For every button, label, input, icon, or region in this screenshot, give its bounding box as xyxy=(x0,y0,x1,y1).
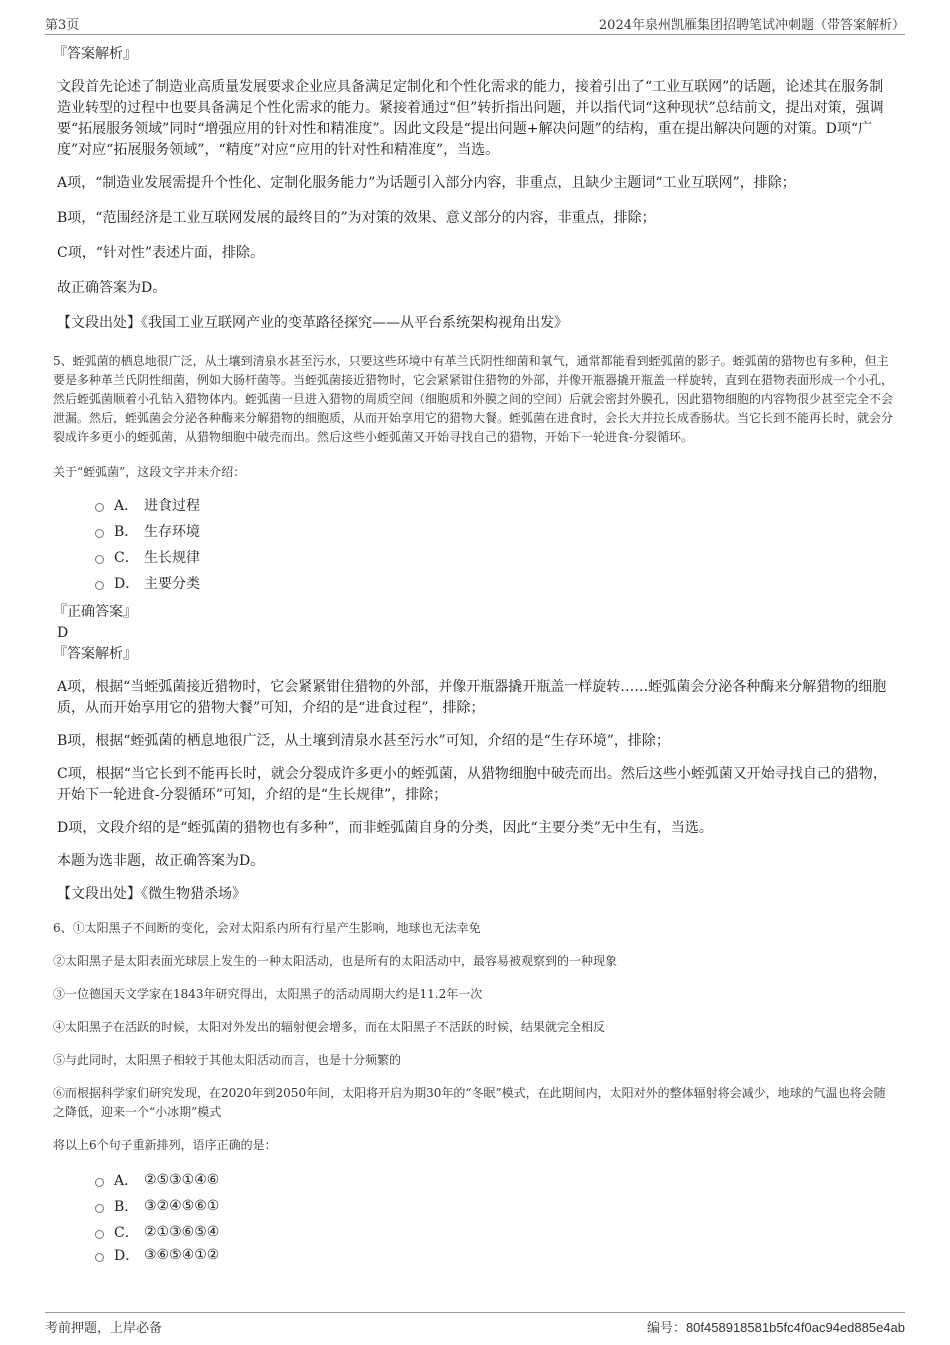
q5-analysis-b: B项，根据“蛭弧菌的栖息地很广泛，从土壤到清泉水甚至污水”可知，介绍的是“生存环境”，排除； xyxy=(57,733,670,749)
q4-source: 【文段出处】《我国工业互联网产业的变革路径探究——从平台系统架构视角出发》 xyxy=(57,315,568,331)
q5-stem: 5、蛭弧菌的栖息地很广泛，从土壤到清泉水甚至污水，只要这些环境中有革兰氏阴性细菌和氧气，通常都能看到蛭弧菌的影子。蛭弧菌的猎物也有多种，但主要是多种革兰氏阴性细菌，例如大肠杆菌等。当蛭弧菌接近猎物时，它会紧紧钳住猎物的外部，并像开瓶器撬开瓶盖一样旋转，直到在猎物表面形成一个小孔，然后蛭弧菌顺着小孔钻入猎物体内。蛭弧菌一旦进入猎物的周质空间（细胞质和外膜之间的空间）后就会密封外膜孔，因此猎物细胞的内容物很少甚至完全不会泄漏。然后，蛭弧菌会分泌各种酶来分解猎物的细胞质，从而开始享用它的猎物大餐。蛭弧菌在进食时，会长大并拉长成香肠状。当它长到不能再长时，就会分裂成许多更小的蛭弧菌，从猎物细胞中破壳而出。然后这些小蛭弧菌又开始寻找自己的猎物，开始下一轮进食-分裂循环。 xyxy=(53,354,894,444)
q5-answer-heading: 『正确答案』 xyxy=(53,604,137,620)
q6-option-a[interactable]: A． ②⑤③①④⑥ xyxy=(95,1167,895,1193)
radio-icon[interactable] xyxy=(95,1230,104,1239)
q4-analysis-intro: 文段首先论述了制造业高质量发展要求企业应具备满足定制化和个性化需求的能力，接着引出了“工业互联网”的话题，论述其在服务制造业转型的过程中也要具备满足个性化需求的能力。紧接着通过“但”转折指出问题，并以指代词“这种现状”总结前文，提出对策，强调要“拓展服务领域”同时“增强应用的针对性和精准度”。因此文段是“提出问题+解决问题”的结构，重在提出解决问题的对策。D项“广度”对应“拓展服务领域”，“精度”对应“应用的针对性和精准度”，当选。 xyxy=(57,79,884,158)
q5-analysis-heading: 『答案解析』 xyxy=(53,646,137,662)
q5-option-d[interactable]: D． 主要分类 xyxy=(95,570,895,596)
radio-icon[interactable] xyxy=(95,555,104,564)
q6-sentence-1: 6、①太阳黑子不间断的变化，会对太阳系内所有行星产生影响，地球也无法幸免 xyxy=(53,921,481,935)
q6-sentence-6: ⑥而根据科学家们研究发现，在2020年到2050年间，太阳将开启为期30年的“冬眠”模式，在此期间内，太阳对外的整体辐射将会减少，地球的气温也将会随之降低，迎来一个“小冰期”模式 xyxy=(53,1086,886,1119)
q5-option-c[interactable]: C． 生长规律 xyxy=(95,544,895,570)
q6-options xyxy=(95,1167,895,1265)
q5-conclusion: 本题为选非题，故正确答案为D。 xyxy=(57,853,265,869)
q6-sentence-5: ⑤与此同时，太阳黑子相较于其他太阳活动而言，也是十分频繁的 xyxy=(53,1053,402,1067)
q5-answer: D xyxy=(57,625,69,641)
q4-analysis-heading: 『答案解析』 xyxy=(53,46,137,62)
q5-question: 关于“蛭弧菌”，这段文字并未介绍： xyxy=(53,465,246,479)
page-header xyxy=(45,14,905,35)
footer-slogan: 考前押题，上岸必备 xyxy=(45,1321,163,1336)
q5-option-b[interactable]: B． 生存环境 xyxy=(95,518,895,544)
q5-option-a[interactable]: A． 进食过程 xyxy=(95,492,895,518)
document-title: 2024年泉州凯雁集团招聘笔试冲刺题（带答案解析） xyxy=(598,18,905,33)
radio-icon[interactable] xyxy=(95,1253,104,1262)
radio-icon[interactable] xyxy=(95,529,104,538)
page-footer xyxy=(45,1312,905,1339)
q5-source: 【文段出处】《微生物猎杀场》 xyxy=(57,886,246,902)
q6-sentence-3: ③一位德国天文学家在1843年研究得出，太阳黑子的活动周期大约是11.2年一次 xyxy=(53,987,483,1001)
radio-icon[interactable] xyxy=(95,1204,104,1213)
page-number: 第3页 xyxy=(45,18,80,33)
radio-icon[interactable] xyxy=(95,1178,104,1187)
q6-question: 将以上6个句子重新排列，语序正确的是： xyxy=(53,1138,277,1152)
radio-icon[interactable] xyxy=(95,581,104,590)
footer-code-label: 编号： xyxy=(646,1321,686,1336)
page-content xyxy=(53,44,895,1265)
radio-icon[interactable] xyxy=(95,503,104,512)
q4-analysis-c: C项，“针对性”表述片面，排除。 xyxy=(57,245,265,261)
q5-analysis-c: C项，根据“当它长到不能再长时，就会分裂成许多更小的蛭弧菌，从猎物细胞中破壳而出。然后这些小蛭弧菌又开始寻找自己的猎物，开始下一轮进食-分裂循环”可知，介绍的是“生长规律”，排除； xyxy=(57,766,887,803)
q6-option-d[interactable]: D． ③⑥⑤④①② xyxy=(95,1245,895,1265)
q6-sentence-2: ②太阳黑子是太阳表面光球层上发生的一种太阳活动，也是所有的太阳活动中，最容易被观察到的一种现象 xyxy=(53,954,618,968)
q5-analysis-a: A项，根据“当蛭弧菌接近猎物时，它会紧紧钳住猎物的外部，并像开瓶器撬开瓶盖一样旋转……蛭弧菌会分泌各种酶来分解猎物的细胞质，从而开始享用它的猎物大餐”可知，介绍的是“进食过程”，排除； xyxy=(57,679,887,716)
q4-conclusion: 故正确答案为D。 xyxy=(57,280,167,296)
q6-sentence-4: ④太阳黑子在活跃的时候，太阳对外发出的辐射便会增多，而在太阳黑子不活跃的时候，结果就完全相反 xyxy=(53,1020,606,1034)
q6-option-c[interactable]: C． ②①③⑥⑤④ xyxy=(95,1219,895,1245)
footer-code xyxy=(647,1317,905,1336)
footer-code-value: 80f458918581b5fc4f0ac94ed885e4ab xyxy=(685,1320,905,1335)
q5-options xyxy=(95,492,895,596)
q5-analysis-d: D项，文段介绍的是“蛭弧菌的猎物也有多种”，而非蛭弧菌自身的分类，因此“主要分类”无中生有，当选。 xyxy=(57,820,713,836)
q4-analysis-b: B项，“范围经济是工业互联网发展的最终目的”为对策的效果、意义部分的内容，非重点，排除； xyxy=(57,210,656,226)
q4-analysis-a: A项，“制造业发展需提升个性化、定制化服务能力”为话题引入部分内容，非重点，且缺少主题词“工业互联网”，排除； xyxy=(57,175,796,191)
q6-option-b[interactable]: B． ③②④⑤⑥① xyxy=(95,1193,895,1219)
